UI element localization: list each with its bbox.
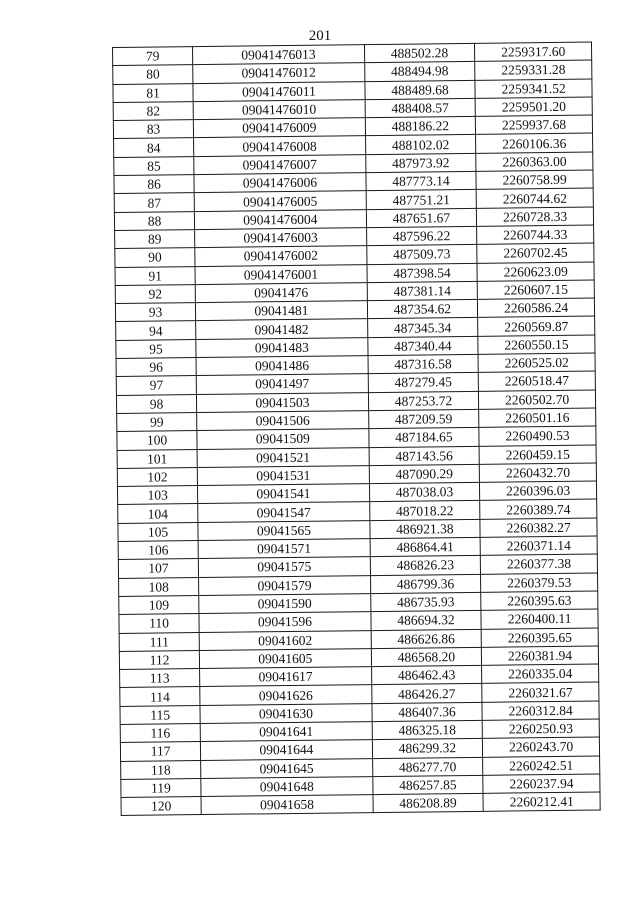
x-coordinate-cell: 487018.22 — [369, 501, 480, 521]
x-coordinate-cell: 487340.44 — [367, 336, 478, 356]
parcel-code-cell: 09041483 — [196, 337, 368, 357]
row-number-cell: 95 — [116, 339, 196, 358]
x-coordinate-cell: 486208.89 — [373, 794, 484, 814]
x-coordinate-cell: 486626.86 — [371, 629, 482, 649]
x-coordinate-cell: 487184.65 — [369, 428, 480, 448]
y-coordinate-cell: 2260501.16 — [479, 408, 596, 428]
y-coordinate-cell: 2260242.51 — [483, 756, 600, 776]
parcel-code-cell: 09041476011 — [193, 81, 365, 101]
x-coordinate-cell: 488489.68 — [365, 80, 476, 100]
parcel-code-cell: 09041497 — [196, 374, 368, 394]
x-coordinate-cell: 487038.03 — [369, 482, 480, 502]
row-number-cell: 82 — [113, 101, 193, 120]
row-number-cell: 97 — [116, 376, 196, 395]
row-number-cell: 107 — [118, 559, 198, 578]
row-number-cell: 88 — [114, 211, 194, 230]
parcel-code-cell: 09041476007 — [194, 154, 366, 174]
x-coordinate-cell: 486799.36 — [370, 574, 481, 594]
x-coordinate-cell: 486277.70 — [372, 757, 483, 777]
row-number-cell: 100 — [117, 431, 197, 450]
row-number-cell: 110 — [119, 614, 199, 633]
x-coordinate-cell: 486462.43 — [371, 665, 482, 685]
x-coordinate-cell: 486407.36 — [372, 702, 483, 722]
x-coordinate-cell: 487751.21 — [366, 190, 477, 210]
row-number-cell: 81 — [113, 83, 193, 102]
x-coordinate-cell: 487143.56 — [369, 446, 480, 466]
parcel-code-cell: 09041476001 — [195, 264, 367, 284]
row-number-cell: 114 — [120, 687, 200, 706]
x-coordinate-cell: 486864.41 — [370, 537, 481, 557]
y-coordinate-cell: 2260382.27 — [480, 518, 597, 538]
coordinate-table-container — [112, 41, 611, 816]
parcel-code-cell: 09041531 — [197, 465, 369, 485]
parcel-code-cell: 09041596 — [199, 612, 371, 632]
row-number-cell: 83 — [113, 120, 193, 139]
x-coordinate-cell: 486426.27 — [371, 684, 482, 704]
y-coordinate-cell: 2260321.67 — [482, 682, 599, 702]
row-number-cell: 120 — [121, 797, 201, 816]
parcel-code-cell: 09041476003 — [195, 228, 367, 248]
x-coordinate-cell: 487253.72 — [368, 391, 479, 411]
row-number-cell: 99 — [117, 412, 197, 431]
row-number-cell: 117 — [120, 742, 200, 761]
x-coordinate-cell: 487596.22 — [366, 226, 477, 246]
x-coordinate-cell: 487354.62 — [367, 300, 478, 320]
row-number-cell: 106 — [118, 541, 198, 560]
y-coordinate-cell: 2260395.63 — [481, 591, 598, 611]
row-number-cell: 79 — [113, 47, 193, 66]
row-number-cell: 115 — [120, 705, 200, 724]
row-number-cell: 98 — [116, 394, 196, 413]
parcel-code-cell: 09041476005 — [194, 191, 366, 211]
y-coordinate-cell: 2260432.70 — [480, 463, 597, 483]
parcel-code-cell: 09041641 — [200, 722, 372, 742]
row-number-cell: 119 — [121, 778, 201, 797]
x-coordinate-cell: 487090.29 — [369, 464, 480, 484]
parcel-code-cell: 09041486 — [196, 356, 368, 376]
parcel-code-cell: 09041644 — [201, 740, 373, 760]
row-number-cell: 113 — [120, 669, 200, 688]
row-number-cell: 85 — [114, 156, 194, 175]
row-number-cell: 109 — [119, 595, 199, 614]
x-coordinate-cell: 488102.02 — [365, 135, 476, 155]
row-number-cell: 92 — [115, 284, 195, 303]
parcel-code-cell: 09041509 — [197, 429, 369, 449]
row-number-cell: 104 — [118, 504, 198, 523]
parcel-code-cell: 09041476012 — [193, 63, 365, 83]
y-coordinate-cell: 2259341.52 — [475, 79, 592, 99]
y-coordinate-cell: 2260212.41 — [483, 792, 600, 812]
x-coordinate-cell: 487509.73 — [366, 245, 477, 265]
x-coordinate-cell: 487773.14 — [366, 171, 477, 191]
x-coordinate-cell: 488408.57 — [365, 98, 476, 118]
x-coordinate-cell: 487279.45 — [368, 373, 479, 393]
y-coordinate-cell: 2260381.94 — [482, 646, 599, 666]
y-coordinate-cell: 2259937.68 — [476, 115, 593, 135]
y-coordinate-cell: 2260106.36 — [476, 134, 593, 154]
parcel-code-cell: 09041476006 — [194, 173, 366, 193]
x-coordinate-cell: 487209.59 — [368, 409, 479, 429]
x-coordinate-cell: 486735.93 — [370, 592, 481, 612]
parcel-code-cell: 09041476 — [195, 282, 367, 302]
row-number-cell: 105 — [118, 522, 198, 541]
y-coordinate-cell: 2260389.74 — [480, 499, 597, 519]
x-coordinate-cell: 487973.92 — [365, 153, 476, 173]
y-coordinate-cell: 2260525.02 — [478, 353, 595, 373]
y-coordinate-cell: 2260744.33 — [477, 225, 594, 245]
row-number-cell: 112 — [119, 650, 199, 669]
parcel-code-cell: 09041476002 — [195, 246, 367, 266]
x-coordinate-cell: 487381.14 — [367, 281, 478, 301]
parcel-code-cell: 09041482 — [196, 319, 368, 339]
row-number-cell: 84 — [114, 138, 194, 157]
y-coordinate-cell: 2259331.28 — [475, 60, 592, 80]
parcel-code-cell: 09041481 — [196, 301, 368, 321]
y-coordinate-cell: 2260728.33 — [477, 207, 594, 227]
parcel-code-cell: 09041503 — [197, 392, 369, 412]
row-number-cell: 80 — [113, 65, 193, 84]
row-number-cell: 89 — [115, 230, 195, 249]
parcel-code-cell: 09041506 — [197, 411, 369, 431]
x-coordinate-cell: 486325.18 — [372, 720, 483, 740]
parcel-code-cell: 09041645 — [201, 758, 373, 778]
parcel-code-cell: 09041565 — [198, 520, 370, 540]
parcel-code-cell: 09041605 — [200, 648, 372, 668]
y-coordinate-cell: 2260396.03 — [480, 481, 597, 501]
y-coordinate-cell: 2260371.14 — [480, 536, 597, 556]
parcel-code-cell: 09041547 — [198, 502, 370, 522]
y-coordinate-cell: 2260243.70 — [483, 737, 600, 757]
row-number-cell: 116 — [120, 724, 200, 743]
parcel-code-cell: 09041571 — [198, 539, 370, 559]
x-coordinate-cell: 488494.98 — [364, 62, 475, 82]
y-coordinate-cell: 2259317.60 — [475, 42, 592, 62]
page-number: 201 — [308, 28, 332, 44]
parcel-code-cell: 09041521 — [197, 447, 369, 467]
y-coordinate-cell: 2260550.15 — [478, 335, 595, 355]
y-coordinate-cell: 2260758.99 — [476, 170, 593, 190]
parcel-code-cell: 09041626 — [200, 685, 372, 705]
y-coordinate-cell: 2260250.93 — [482, 719, 599, 739]
coordinate-table — [112, 42, 601, 817]
y-coordinate-cell: 2260502.70 — [479, 390, 596, 410]
row-number-cell: 101 — [117, 449, 197, 468]
y-coordinate-cell: 2260312.84 — [482, 701, 599, 721]
x-coordinate-cell: 486921.38 — [370, 519, 481, 539]
row-number-cell: 91 — [115, 266, 195, 285]
row-number-cell: 111 — [119, 632, 199, 651]
y-coordinate-cell: 2260569.87 — [478, 316, 595, 336]
coordinate-table-body — [113, 42, 601, 816]
x-coordinate-cell: 486257.85 — [372, 775, 483, 795]
parcel-code-cell: 09041658 — [201, 795, 373, 815]
y-coordinate-cell: 2259501.20 — [475, 97, 592, 117]
x-coordinate-cell: 486568.20 — [371, 647, 482, 667]
parcel-code-cell: 09041476010 — [193, 100, 365, 120]
y-coordinate-cell: 2260363.00 — [476, 152, 593, 172]
y-coordinate-cell: 2260395.65 — [481, 628, 598, 648]
parcel-code-cell: 09041476008 — [194, 136, 366, 156]
y-coordinate-cell: 2260607.15 — [477, 280, 594, 300]
y-coordinate-cell: 2260702.45 — [477, 243, 594, 263]
y-coordinate-cell: 2260237.94 — [483, 774, 600, 794]
y-coordinate-cell: 2260586.24 — [478, 298, 595, 318]
row-number-cell: 86 — [114, 175, 194, 194]
parcel-code-cell: 09041617 — [200, 667, 372, 687]
parcel-code-cell: 09041476004 — [195, 209, 367, 229]
x-coordinate-cell: 486826.23 — [370, 556, 481, 576]
parcel-code-cell: 09041476013 — [193, 45, 365, 65]
y-coordinate-cell: 2260459.15 — [479, 445, 596, 465]
row-number-cell: 94 — [116, 321, 196, 340]
x-coordinate-cell: 487345.34 — [367, 318, 478, 338]
y-coordinate-cell: 2260744.62 — [476, 188, 593, 208]
parcel-code-cell: 09041648 — [201, 776, 373, 796]
parcel-code-cell: 09041476009 — [193, 118, 365, 138]
row-number-cell: 108 — [119, 577, 199, 596]
row-number-cell: 90 — [115, 248, 195, 267]
y-coordinate-cell: 2260335.04 — [482, 664, 599, 684]
row-number-cell: 93 — [115, 303, 195, 322]
x-coordinate-cell: 488502.28 — [364, 43, 475, 63]
y-coordinate-cell: 2260490.53 — [479, 426, 596, 446]
row-number-cell: 87 — [114, 193, 194, 212]
x-coordinate-cell: 487316.58 — [368, 354, 479, 374]
x-coordinate-cell: 487398.54 — [367, 263, 478, 283]
y-coordinate-cell: 2260518.47 — [478, 371, 595, 391]
parcel-code-cell: 09041541 — [198, 484, 370, 504]
parcel-code-cell: 09041575 — [198, 557, 370, 577]
y-coordinate-cell: 2260623.09 — [477, 262, 594, 282]
parcel-code-cell: 09041579 — [199, 575, 371, 595]
parcel-code-cell: 09041590 — [199, 594, 371, 614]
x-coordinate-cell: 487651.67 — [366, 208, 477, 228]
row-number-cell: 102 — [117, 467, 197, 486]
row-number-cell: 96 — [116, 358, 196, 377]
x-coordinate-cell: 486694.32 — [371, 611, 482, 631]
row-number-cell: 118 — [121, 760, 201, 779]
x-coordinate-cell: 486299.32 — [372, 739, 483, 759]
row-number-cell: 103 — [117, 486, 197, 505]
y-coordinate-cell: 2260377.38 — [481, 554, 598, 574]
x-coordinate-cell: 488186.22 — [365, 117, 476, 137]
y-coordinate-cell: 2260400.11 — [481, 609, 598, 629]
parcel-code-cell: 09041630 — [200, 703, 372, 723]
y-coordinate-cell: 2260379.53 — [481, 573, 598, 593]
parcel-code-cell: 09041602 — [199, 630, 371, 650]
